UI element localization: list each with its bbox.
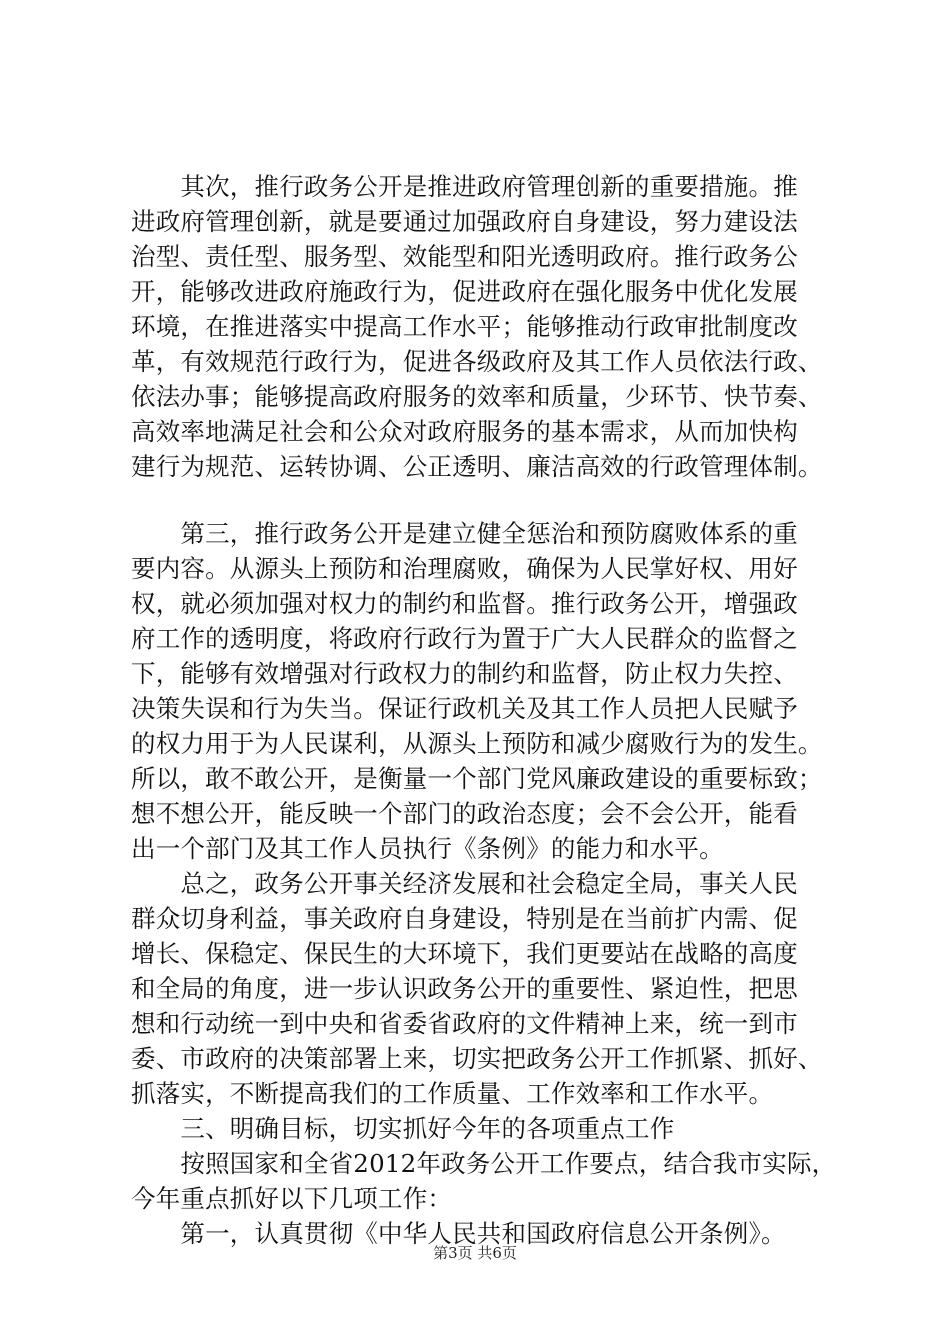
- text-line: 进政府管理创新，就是要通过加强政府自身建设，努力建设法: [131, 207, 798, 236]
- section-heading: 三、明确目标，切实抓好今年的各项重点工作: [131, 1114, 675, 1143]
- text-line: 决策失误和行为失当。保证行政机关及其工作人员把人民赋予: [131, 694, 798, 723]
- text-line: 要内容。从源头上预防和治理腐败，确保为人民掌好权、用好: [131, 554, 798, 583]
- text-line: 按照国家和全省2012年政务公开工作要点，结合我市实际，: [131, 1149, 837, 1178]
- text-line: 环境，在推进落实中提高工作水平；能够推动行政审批制度改: [131, 312, 798, 341]
- text-line: 其次，推行政务公开是推进政府管理创新的重要措施。推: [131, 172, 798, 201]
- page-number-footer: 第3页 共6页: [433, 1244, 517, 1262]
- text-line: 总之，政务公开事关经济发展和社会稳定全局，事关人民: [131, 869, 798, 898]
- text-line: 想不想公开，能反映一个部门的政治态度；会不会公开，能看: [131, 799, 798, 828]
- text-line: 出一个部门及其工作人员执行《条例》的能力和水平。: [131, 834, 724, 863]
- text-line: 群众切身利益，事关政府自身建设，特别是在当前扩内需、促: [131, 904, 798, 933]
- text-line: 增长、保稳定、保民生的大环境下，我们更要站在战略的高度: [131, 939, 798, 968]
- text-line: 想和行动统一到中央和省委省政府的文件精神上来，统一到市: [131, 1009, 798, 1038]
- text-line: 革，有效规范行政行为，促进各级政府及其工作人员依法行政、: [131, 347, 823, 376]
- text-line: 今年重点抓好以下几项工作：: [131, 1184, 453, 1213]
- text-line: 依法办事；能够提高政府服务的效率和质量，少环节、快节奏、: [131, 382, 823, 411]
- text-line: 建行为规范、运转协调、公正透明、廉洁高效的行政管理体制。: [131, 452, 823, 481]
- text-line: 所以，敢不敢公开，是衡量一个部门党风廉政建设的重要标致；: [131, 764, 823, 793]
- text-line: 和全局的角度，进一步认识政务公开的重要性、紧迫性，把思: [131, 974, 798, 1003]
- text-line: 高效率地满足社会和公众对政府服务的基本需求，从而加快构: [131, 417, 798, 446]
- text-line: 的权力用于为人民谋利，从源头上预防和减少腐败行为的发生。: [131, 729, 823, 758]
- text-line: 权，就必须加强对权力的制约和监督。推行政务公开，增强政: [131, 589, 798, 618]
- text-line: 第一，认真贯彻《中华人民共和国政府信息公开条例》。: [131, 1219, 786, 1248]
- text-line: 治型、责任型、服务型、效能型和阳光透明政府。推行政务公: [131, 242, 798, 271]
- text-line: 抓落实，不断提高我们的工作质量、工作效率和工作水平。: [131, 1079, 774, 1108]
- text-line: 第三，推行政务公开是建立健全惩治和预防腐败体系的重: [131, 519, 798, 548]
- text-line: 下，能够有效增强对行政权力的制约和监督，防止权力失控、: [131, 659, 798, 688]
- text-line: 府工作的透明度，将政府行政行为置于广大人民群众的监督之: [131, 624, 798, 653]
- text-line: 开，能够改进政府施政行为，促进政府在强化服务中优化发展: [131, 277, 798, 306]
- text-line: 委、市政府的决策部署上来，切实把政务公开工作抓紧、抓好、: [131, 1044, 823, 1073]
